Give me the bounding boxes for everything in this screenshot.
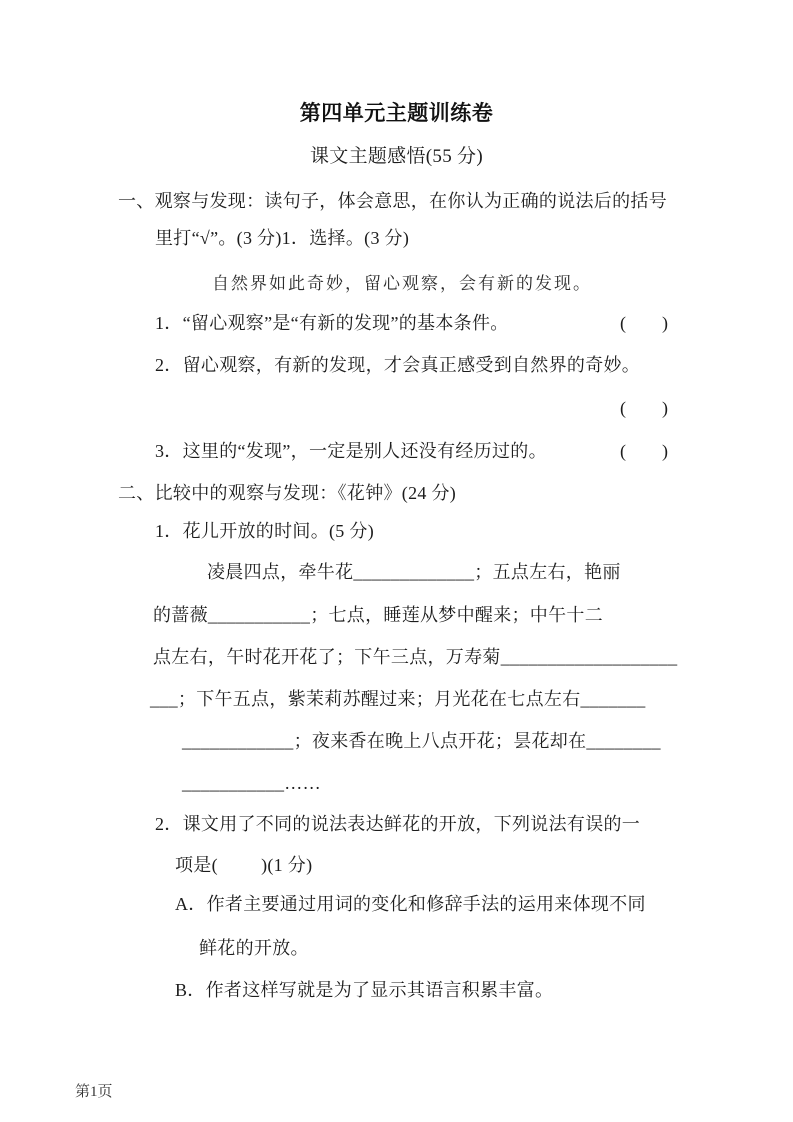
section1-quote-sentence: 自然界如此奇妙，留心观察，会有新的发现。 xyxy=(212,274,592,293)
section2-item2-option-a: A．作者主要通过用词的变化和修辞手法的运用来体现不同 xyxy=(175,894,646,914)
passage-line-3: 点左右，午时花开花了；下午三点，万寿菊___________________ xyxy=(153,647,678,667)
page-subtitle: 课文主题感悟(55 分) xyxy=(309,146,483,167)
section2-item2-option-a-continuation: 鲜花的开放。 xyxy=(199,938,309,958)
page-number-footer: 第1页 xyxy=(75,1084,113,1100)
section2-item2-continuation: 项是( )(1 分) xyxy=(175,855,313,875)
section1-heading: 一、观察与发现：读句子，体会意思，在你认为正确的说法后的括号 xyxy=(118,191,667,211)
section2-item2: 2．课文用了不同的说法表达鲜花的开放，下列说法有误的一 xyxy=(155,814,641,834)
section1-item3-answer-paren: ( ) xyxy=(620,441,668,461)
passage-line-2: 的蔷薇___________；七点，睡莲从梦中醒来；中午十二 xyxy=(153,605,603,625)
section1-heading-continuation: 里打“√”。(3 分)1．选择。(3 分) xyxy=(155,228,410,248)
section2-heading: 二、比较中的观察与发现：《花钟》(24 分) xyxy=(118,483,457,503)
section2-item1: 1．花儿开放的时间。(5 分) xyxy=(155,521,374,541)
section1-item2: 2．留心观察，有新的发现，才会真正感受到自然界的奇妙。 xyxy=(155,355,641,375)
section1-item2-answer-paren: ( ) xyxy=(620,398,668,418)
section1-item3: 3．这里的“发现”，一定是别人还没有经历过的。 xyxy=(155,441,547,461)
section2-item2-option-b: B．作者这样写就是为了显示其语言积累丰富。 xyxy=(175,980,554,1000)
section1-item1-answer-paren: ( ) xyxy=(620,313,668,333)
passage-line-4: ___；下午五点，紫茉莉苏醒过来；月光花在七点左右_______ xyxy=(150,689,646,709)
passage-line-5: ____________；夜来香在晚上八点开花；昙花却在________ xyxy=(182,731,661,751)
section1-item1: 1．“留心观察”是“有新的发现”的基本条件。 xyxy=(155,313,509,333)
passage-line-1: 凌晨四点，牵牛花_____________；五点左右，艳丽 xyxy=(207,562,621,582)
page-title: 第四单元主题训练卷 xyxy=(299,102,494,125)
passage-line-6: ___________…… xyxy=(182,773,321,793)
